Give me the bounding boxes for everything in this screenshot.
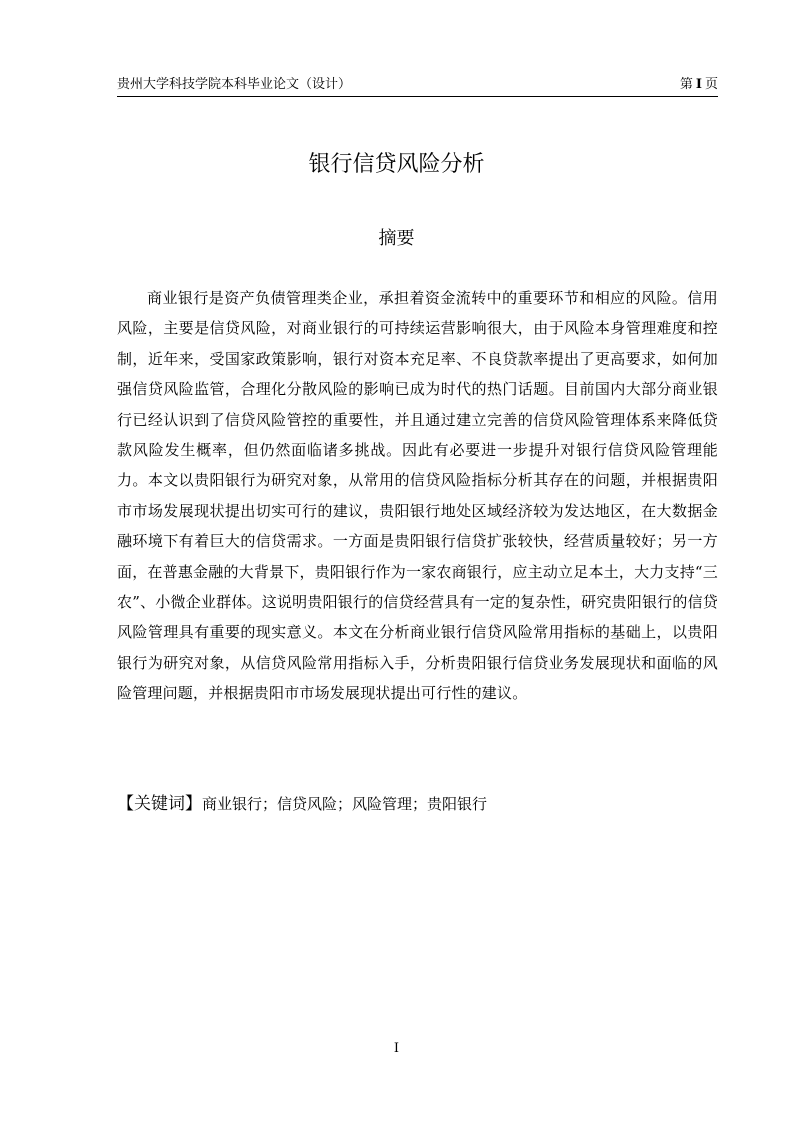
abstract-heading: 摘要	[378, 228, 415, 249]
header-page-prefix: 第	[679, 77, 693, 92]
header-page-number: I	[695, 77, 702, 92]
footer-page-number: I	[393, 1041, 400, 1056]
keywords-line	[117, 790, 718, 818]
header-page-indicator	[680, 76, 718, 94]
document-title: 银行信贷风险分析	[308, 152, 485, 177]
header-school-title: 贵州大学科技学院本科毕业论文（设计）	[117, 77, 352, 92]
header-page-suffix: 页	[704, 77, 718, 92]
keywords-text: 商业银行；信贷风险；风险管理；贵阳银行	[202, 795, 488, 813]
abstract-body: 商业银行是资产负债管理类企业，承担着资金流转中的重要环节和相应的风险。信用风险，主要是信贷风险，对商业银行的可持续运营影响很大，由于风险本身管理难度和控制，近年来，受国家政策影响，银行对资本充足率、不良贷款率提出了更高要求，如何加强信贷风险监管，合理化分散风险的影响已成为时代的热门话题。目前国内大部分商业银行已经认识到了信贷风险管控的重要性，并且通过建立完善的信贷风险管理体系来降低贷款风险发生概率，但仍然面临诸多挑战。因此有必要进一步提升对银行信贷风险管理能力。本文以贵阳银行为研究对象，从常用的信贷风险指标分析其存在的问题，并根据贵阳市市场发展现状提出切实可行的建议，贵阳银行地处区域经济较为发达地区，在大数据金融环境下有着巨大的信贷需求。一方面是贵阳银行信贷扩张较快，经营质量较好；另一方面，在普惠金融的大背景下，贵阳银行作为一家农商银行，应主动立足本土，大力支持“三农”、小微企业群体。这说明贵阳银行的信贷经营具有一定的复杂性，研究贵阳银行的信贷风险管理具有重要的现实意义。本文在分析商业银行信贷风险常用指标的基础上，以贵阳银行为研究对象，从信贷风险常用指标入手，分析贵阳银行信贷业务发展现状和面临的风险管理问题，并根据贵阳市市场发展现状提出可行性的建议。	[117, 289, 718, 703]
page-header	[117, 76, 718, 97]
keywords-label: 【关键词】	[117, 794, 202, 814]
